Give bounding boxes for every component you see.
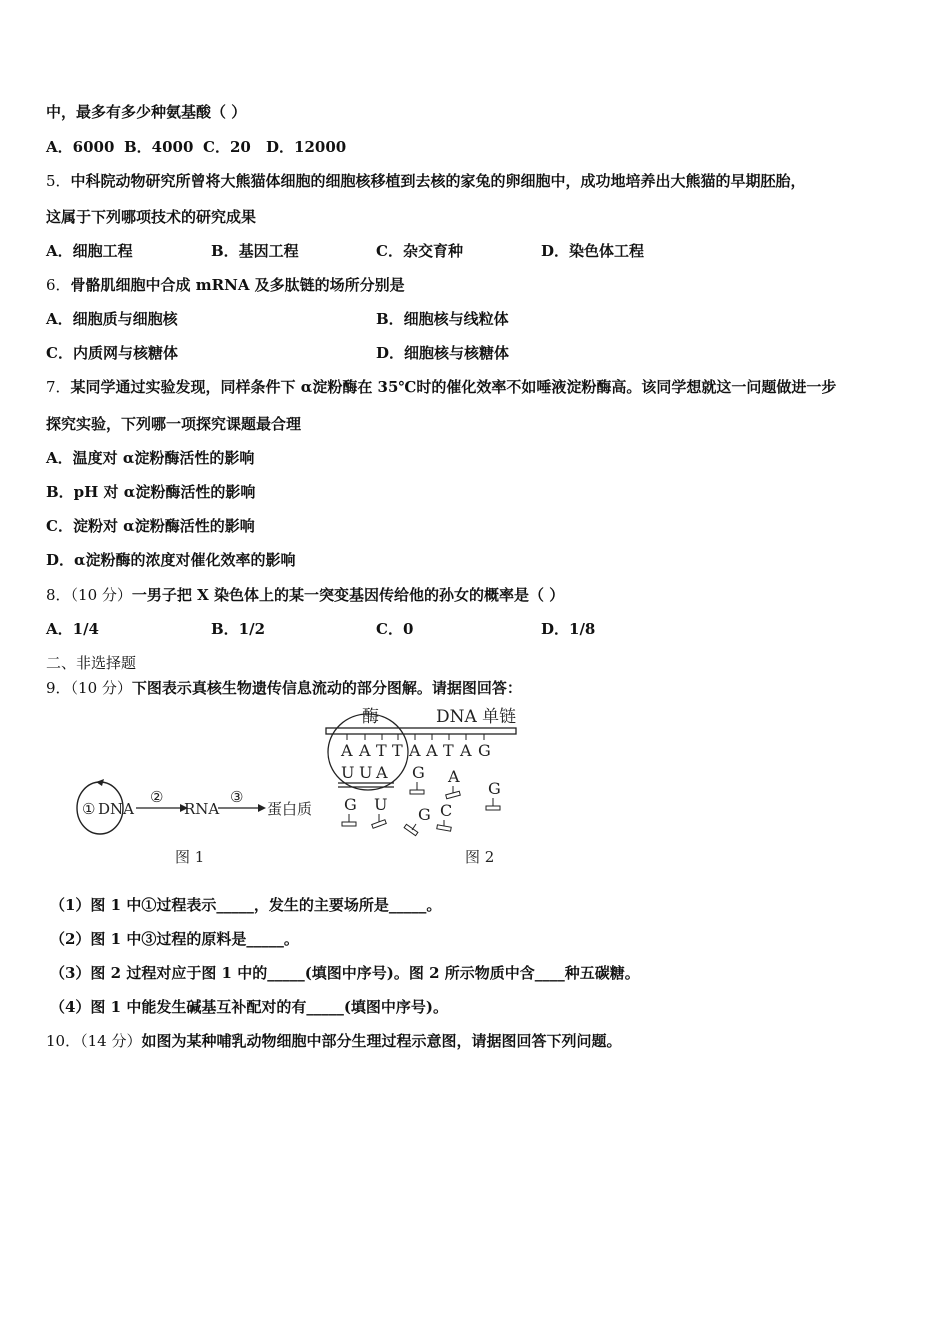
fig1-circle-mark: ① xyxy=(82,800,96,818)
dna-bases xyxy=(340,734,491,760)
q6-stem-text: 骨骼肌细胞中合成 mRNA 及多肽链的场所分别是 xyxy=(70,276,405,294)
q4-option-a: A．6000 xyxy=(46,138,115,156)
q8-score: （10 分） xyxy=(70,586,132,604)
fig2-enzyme-label: 酶 xyxy=(362,707,379,727)
loop-arrowhead xyxy=(96,779,104,786)
q7-stem-line2: 探究实验，下列哪一项探究课题最合理 xyxy=(46,415,302,433)
q7-option-b: B．pH 对 α淀粉酶活性的影响 xyxy=(46,483,256,501)
q6-number: 6． xyxy=(46,276,71,294)
q9-stem xyxy=(46,678,522,698)
dna-backbone xyxy=(326,728,516,734)
arrow-translation-head xyxy=(258,804,266,812)
q5-stem-line1 xyxy=(46,171,806,191)
q6-option-a: A．细胞质与细胞核 xyxy=(46,310,178,328)
q6-stem xyxy=(46,275,405,295)
dna-base: T xyxy=(376,741,387,760)
q6-option-d: D．细胞核与核糖体 xyxy=(376,344,510,362)
fig1-arrow2-label: ③ xyxy=(230,788,244,806)
q8-option-d: D．1/8 xyxy=(541,620,596,638)
q10-stem xyxy=(46,1031,621,1051)
q8-option-c: C．0 xyxy=(376,620,414,638)
free-nucleotide: G xyxy=(344,795,357,814)
q4-stem: 中，最多有多少种氨基酸（ ） xyxy=(46,103,247,121)
q8-option-b: B．1/2 xyxy=(211,620,266,638)
q7-option-d: D．α淀粉酶的浓度对催化效率的影响 xyxy=(46,551,296,569)
q7-option-a: A．温度对 α淀粉酶活性的影响 xyxy=(46,449,255,467)
free-nucleotide: C xyxy=(440,801,453,820)
q4-option-c: C．20 xyxy=(203,138,251,156)
q9-number: 9． xyxy=(46,679,71,697)
q10-stem-text: 如图为某种哺乳动物细胞中部分生理过程示意图，请据图回答下列问题。 xyxy=(141,1032,622,1050)
q8-stem xyxy=(46,585,564,605)
q7-stem-text: 某同学通过实验发现，同样条件下 α淀粉酶在 35℃时的催化效率不如唾液淀粉酶高。该同学想就这一问题做进一步 xyxy=(70,378,837,396)
fig2-caption: 图 2 xyxy=(465,848,495,866)
rna-strand xyxy=(338,763,394,787)
q5-option-b: B．基因工程 xyxy=(211,242,299,260)
dna-base: T xyxy=(443,741,454,760)
q5-stem-text: 中科院动物研究所曾将大熊猫体细胞的细胞核移植到去核的家兔的卵细胞中，成功地培养出大熊猫的早期胚胎， xyxy=(70,172,806,190)
q9-score: （10 分） xyxy=(70,679,132,697)
q7-stem-line1 xyxy=(46,377,836,397)
fig1-arrow1-label: ② xyxy=(150,788,164,806)
section-heading: 二、非选择题 xyxy=(46,654,137,672)
fig1-rna-label: RNA xyxy=(184,800,220,818)
q9-stem-text: 下图表示真核生物遗传信息流动的部分图解。请据图回答： xyxy=(131,679,522,697)
fig1-protein-label: 蛋白质 xyxy=(267,800,313,818)
q5-stem-line2: 这属于下列哪项技术的研究成果 xyxy=(46,208,257,226)
rna-base: U xyxy=(341,763,355,782)
free-nucleotide: A xyxy=(448,767,460,786)
free-nucleotide: G xyxy=(488,779,501,798)
q4-option-b: B．4000 xyxy=(124,138,194,156)
q8-option-a: A．1/4 xyxy=(46,620,99,638)
dna-base: A xyxy=(409,741,421,760)
q5-option-c: C．杂交育种 xyxy=(376,242,463,260)
q9-figure xyxy=(60,700,540,870)
dna-base: A xyxy=(341,741,353,760)
q9-subquestion-4: （4）图 1 中能发生碱基互补配对的有_____(填图中序号)。 xyxy=(50,998,449,1016)
q9-subquestion-1: （1）图 1 中①过程表示_____，发生的主要场所是_____。 xyxy=(50,896,442,914)
q5-option-a: A．细胞工程 xyxy=(46,242,133,260)
q6-option-b: B．细胞核与线粒体 xyxy=(376,310,509,328)
fig2-strand-label: DNA 单链 xyxy=(436,707,517,727)
dna-base: G xyxy=(478,741,491,760)
fig1-dna-label: DNA xyxy=(98,800,134,818)
q10-number: 10． xyxy=(46,1032,81,1050)
free-nucleotide: U xyxy=(374,795,388,814)
dna-base: A xyxy=(359,741,371,760)
q9-subquestion-2: （2）图 1 中③过程的原料是_____。 xyxy=(50,930,299,948)
q8-stem-text: 一男子把 X 染色体上的某一突变基因传给他的孙女的概率是（ ） xyxy=(131,586,565,604)
free-nucleotide: G xyxy=(418,805,431,824)
figure-2 xyxy=(326,707,516,866)
dna-base: A xyxy=(426,741,438,760)
q5-option-d: D．染色体工程 xyxy=(541,242,645,260)
figure-1 xyxy=(77,779,312,866)
q10-score: （14 分） xyxy=(80,1032,142,1050)
q7-option-c: C．淀粉对 α淀粉酶活性的影响 xyxy=(46,517,255,535)
rna-base: U xyxy=(359,763,373,782)
free-nucleotide: G xyxy=(412,763,425,782)
dna-base: A xyxy=(460,741,472,760)
fig1-caption: 图 1 xyxy=(175,848,205,866)
q7-number: 7． xyxy=(46,378,71,396)
dna-base: T xyxy=(392,741,403,760)
q5-number: 5． xyxy=(46,172,71,190)
q9-subquestion-3: （3）图 2 过程对应于图 1 中的_____(填图中序号)。图 2 所示物质中含____种五碳糖。 xyxy=(50,964,640,982)
rna-base: A xyxy=(376,763,388,782)
q4-option-d: D．12000 xyxy=(266,138,347,156)
q8-number: 8． xyxy=(46,586,71,604)
q6-option-c: C．内质网与核糖体 xyxy=(46,344,178,362)
